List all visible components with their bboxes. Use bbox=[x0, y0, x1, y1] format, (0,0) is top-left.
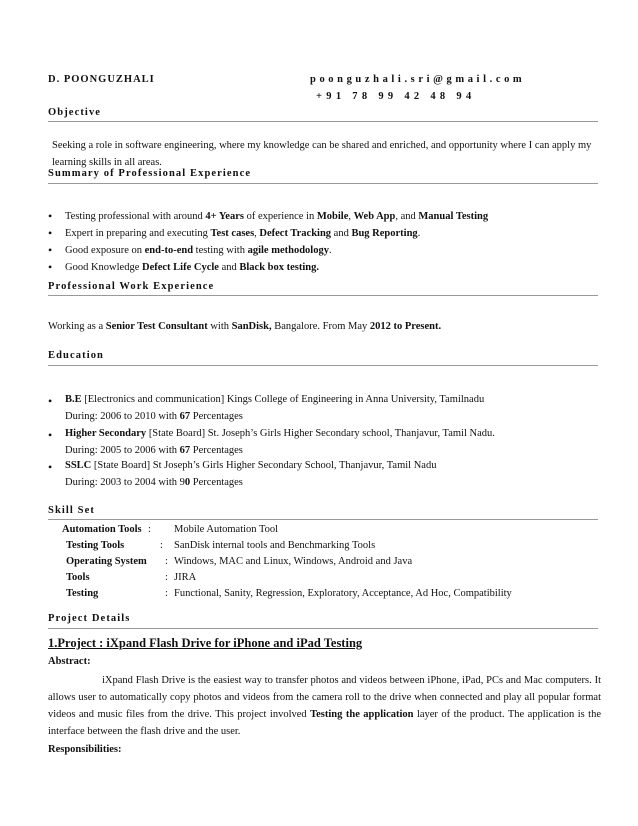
bullet-icon: • bbox=[48, 209, 53, 223]
project-title: 1.Project : iXpand Flash Drive for iPhone and iPad Testing bbox=[48, 636, 363, 650]
abstract-text: iXpand Flash Drive is the easiest way to transfer photos and videos between iPhone, iPad, PCs and Mac computers. It allows user to automatically copy photos and videos from the camera roll to the drive when connected and play all popular format videos and music files from the drive. This project involved Testing the application layer of the product. The application is the interface between the flash drive and the user. bbox=[48, 675, 602, 737]
projects-heading: Project Details bbox=[48, 613, 131, 624]
bullet-icon: • bbox=[48, 394, 53, 408]
bullet-icon: • bbox=[48, 260, 53, 274]
summary-item: • Testing professional with around 4+ Years of experience in Mobile, Web App, and Manual Testing bbox=[48, 209, 489, 223]
bullet-icon: • bbox=[48, 243, 53, 257]
email-address[interactable]: poonguzhali.sri@gmail.com bbox=[310, 74, 526, 85]
objective-heading: Objective bbox=[48, 107, 102, 118]
skills-heading: Skill Set bbox=[48, 505, 95, 516]
abstract-label: Abstract: bbox=[48, 656, 91, 667]
objective-text: Seeking a role in software engineering, where my knowledge can be shared and enriched, and opportunity where I can apply my learning skills in all areas. bbox=[52, 140, 592, 168]
summary-divider bbox=[48, 183, 598, 184]
responsibilities-label: Responsibilities: bbox=[48, 744, 122, 755]
projects-divider bbox=[48, 628, 598, 629]
education-divider bbox=[48, 365, 598, 366]
phone-number: +91 78 99 42 48 94 bbox=[316, 91, 476, 102]
summary-item: • Good exposure on end-to-end testing with agile methodology. bbox=[48, 243, 332, 257]
summary-heading: Summary of Professional Experience bbox=[48, 168, 252, 179]
education-heading: Education bbox=[48, 350, 104, 361]
resume-page: D. POONGUZHALI poonguzhali.sri@gmail.com +91 78 99 42 48 94 Objective Seeking a role in software engineering, where my knowledge can be shared and enriched, and opportunity where I can apply my learning skills in all areas. Summary of Professional Experience • Testing professional with around 4+ Years of experience in Mobile, Web App, and Manual Testing • Expert in preparing and executing Test cases, Defect Tracking and Bug Reporting. • Good exposure on end-to-end testing with agile methodology. • Good Knowledge Defect Life Cycle and Black box testing. Professional Work Experience Working as a Senior Test Consultant with SanDisk, Bangalore. From May 2012 to Present. Education • B.E [Electronics and communication] Kings College of Engineering in Anna University, Tamilnadu During: 2006 to 2010 with 67 Percentages • Higher Secondary [State Board] St. Joseph’s Girls Higher Secondary school, Thanjavur, Tamil Nadu. During: 2005 to 2006 with 67 Percentages • SSLC [State Board] St Joseph’s Girls Higher Secondary School, Thanjavur, Tamil Nadu During: 2003 to 2004 with 90 Percentages Skill Set Automation Tools : Mobile Automation Tool Testing Tools : SanDisk internal tools and Benchmarking Tools Operating System : Windows, MAC and Linux, Windows, Android and Java Tools : JIRA Testing : Functional, Sanity, Regression, Exploratory, Acceptance, Ad Hoc, Compatibility Project Details 1.Project : iXpand Flash Drive for iPhone and iPad Testing Abstract: iXpand Flash Drive is the easiest way to transfer photos and videos between iPhone, iPad, PCs and Mac computers. It allows user to automatically copy photos and videos from the camera roll to the drive when connected and play all popular format videos and music files from the drive. This project involved Testing the application layer of the product. The application is the interface between the flash drive and the user. Responsibilities: bbox=[48, 74, 602, 755]
bullet-icon: • bbox=[48, 460, 53, 474]
summary-item: • Expert in preparing and executing Test cases, Defect Tracking and Bug Reporting. bbox=[48, 226, 421, 240]
objective-divider bbox=[48, 121, 598, 122]
candidate-name: D. POONGUZHALI bbox=[48, 74, 155, 85]
bullet-icon: • bbox=[48, 428, 53, 442]
work-divider bbox=[48, 295, 598, 296]
work-heading: Professional Work Experience bbox=[48, 281, 215, 292]
work-summary: Working as a Senior Test Consultant with SanDisk, Bangalore. From May 2012 to Present. bbox=[48, 321, 442, 332]
bullet-icon: • bbox=[48, 226, 53, 240]
summary-list bbox=[48, 208, 488, 276]
skills-divider bbox=[48, 519, 598, 520]
summary-item: • Good Knowledge Defect Life Cycle and Black box testing. bbox=[48, 260, 320, 274]
